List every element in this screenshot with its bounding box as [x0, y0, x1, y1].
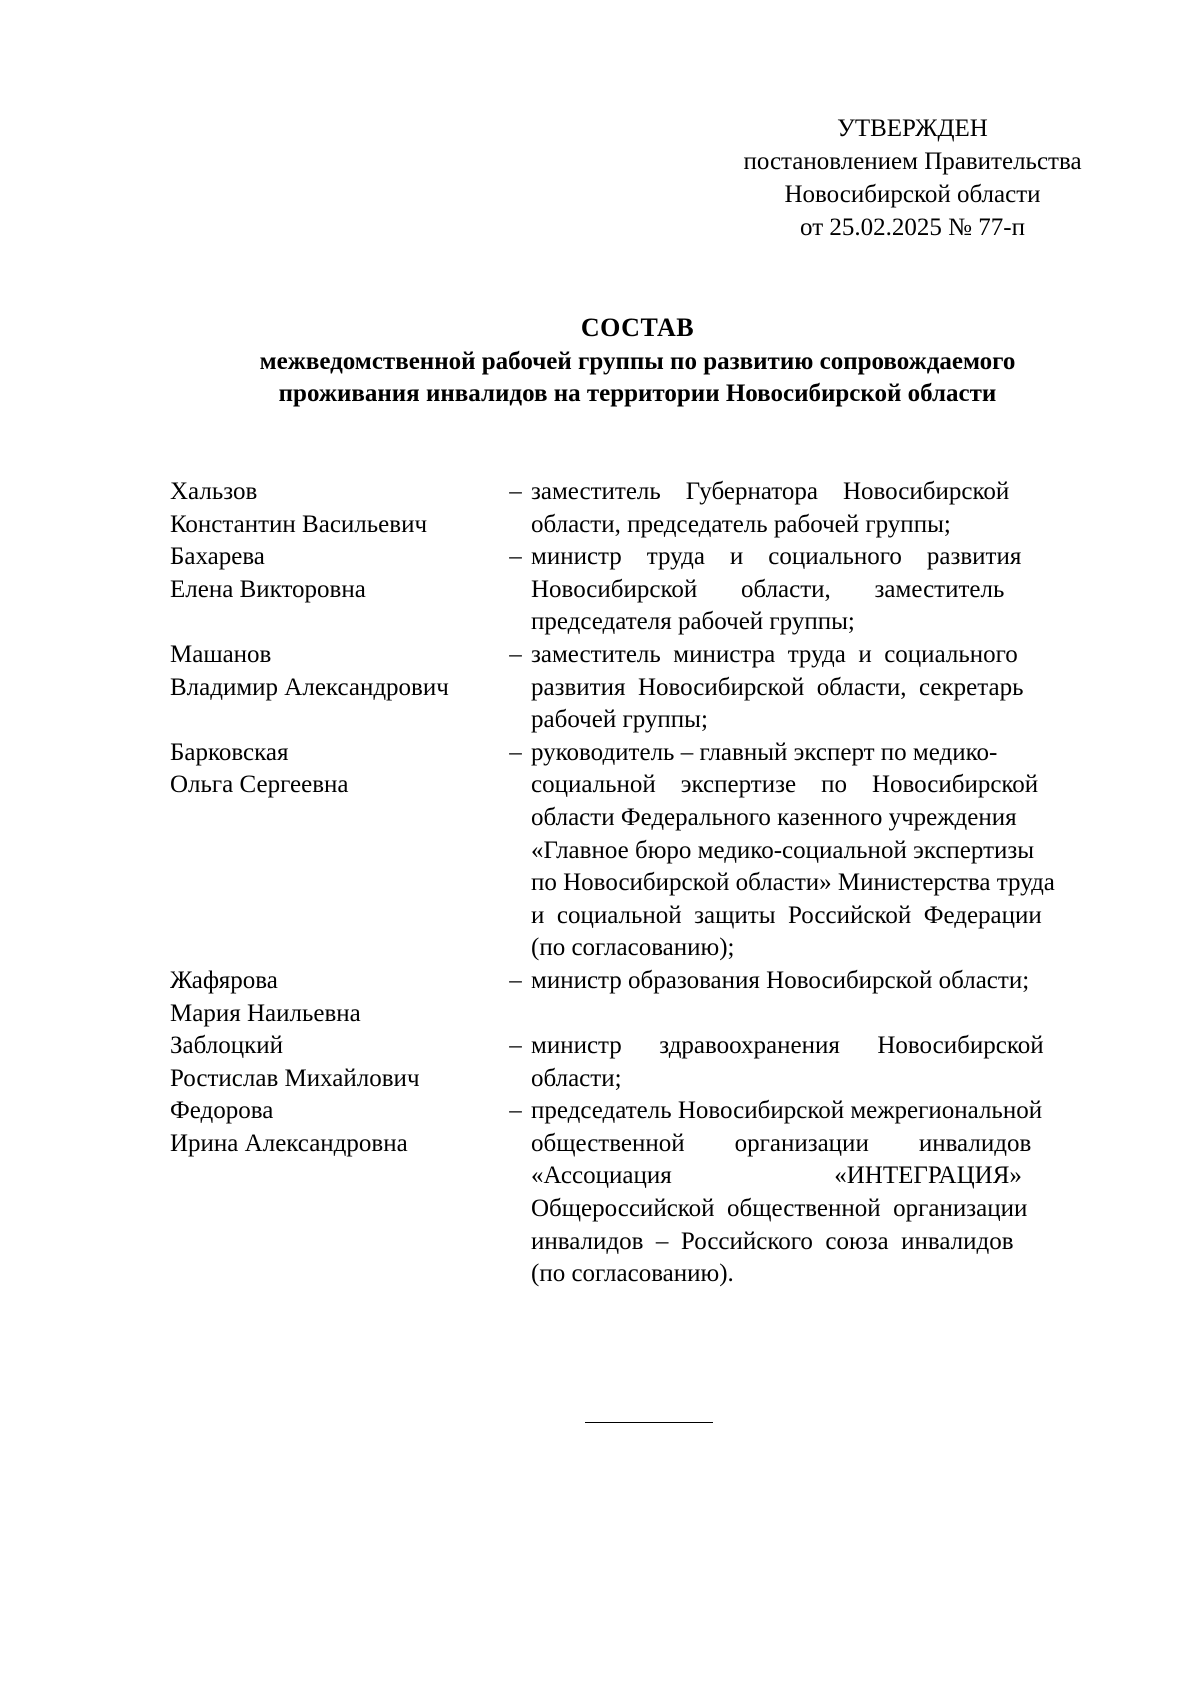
- approval-line: постановлением Правительства: [743, 148, 1082, 175]
- member-role: [531, 1095, 1125, 1291]
- role-line: заместитель Губернатора Новосибирской: [531, 478, 1010, 505]
- members-list: [170, 476, 1125, 1291]
- role-line: (по согласованию);: [531, 934, 735, 962]
- member-surname: Федорова: [170, 1097, 274, 1125]
- role-line: руководитель – главный эксперт по медико-: [531, 738, 998, 766]
- member-surname: Бахарева: [170, 543, 265, 571]
- role-line: «Главное бюро медико-социальной экспертизы: [531, 836, 1035, 864]
- role-line: и социальной защиты Российской Федерации: [531, 901, 1042, 929]
- role-line: министр здравоохранения Новосибирской: [531, 1032, 1044, 1060]
- member-role: [531, 965, 1125, 1030]
- member-given-names: Владимир Александрович: [170, 673, 449, 701]
- role-line: инвалидов – Российского союза инвалидов: [531, 1227, 1014, 1255]
- member-name: [170, 476, 500, 541]
- member-given-names: Ростислав Михайлович: [170, 1064, 420, 1092]
- member-given-names: Мария Наильевна: [170, 999, 361, 1027]
- role-line: по Новосибирской области» Министерства труда: [531, 869, 1055, 897]
- end-separator-line: [585, 1422, 713, 1423]
- title-subtitle-line: проживания инвалидов на территории Новосибирской области: [278, 380, 997, 407]
- member-surname: Хальзов: [170, 478, 258, 505]
- member-given-names: Елена Викторовна: [170, 575, 366, 603]
- role-line: министр образования Новосибирской области;: [531, 966, 1030, 994]
- member-dash: –: [509, 738, 522, 766]
- role-line: социальной экспертизе по Новосибирской: [531, 771, 1039, 799]
- role-line: области, председатель рабочей группы;: [531, 510, 951, 538]
- role-line: заместитель министра труда и социального: [531, 640, 1018, 668]
- member-row: [170, 1095, 1125, 1291]
- member-surname: Машанов: [170, 640, 272, 668]
- role-line: министр труда и социального развития: [531, 543, 1022, 571]
- member-name: [170, 1095, 500, 1291]
- title-subtitle-line: межведомственной рабочей группы по развитию сопровождаемого: [259, 348, 1016, 375]
- member-role: [531, 1030, 1125, 1095]
- member-dash: –: [509, 1032, 522, 1060]
- approval-line: УТВЕРЖДЕН: [837, 115, 988, 142]
- member-dash: –: [509, 640, 522, 668]
- member-given-names: Ольга Сергеевна: [170, 771, 349, 799]
- document-title: [150, 310, 1125, 410]
- member-row: [170, 965, 1125, 1030]
- member-dash: –: [509, 478, 522, 505]
- member-dash: –: [509, 1097, 522, 1125]
- role-line: рабочей группы;: [531, 706, 708, 734]
- approval-line: Новосибирской области: [784, 181, 1041, 208]
- approval-stamp: [740, 112, 1085, 244]
- member-row: [170, 737, 1125, 965]
- title-heading: СОСТАВ: [580, 313, 695, 342]
- role-line: председатель Новосибирской межрегиональной: [531, 1097, 1043, 1125]
- member-given-names: Ирина Александровна: [170, 1129, 408, 1157]
- member-name: [170, 1030, 500, 1095]
- member-name: [170, 737, 500, 965]
- member-row: [170, 476, 1125, 541]
- member-name: [170, 639, 500, 737]
- member-given-names: Константин Васильевич: [170, 510, 428, 538]
- member-dash: –: [509, 543, 522, 571]
- member-role: [531, 639, 1125, 737]
- approval-date-number: от 25.02.2025 № 77-п: [800, 214, 1025, 241]
- role-line: Общероссийской общественной организации: [531, 1195, 1028, 1223]
- role-line: (по согласованию).: [531, 1260, 734, 1288]
- member-name: [170, 965, 500, 1030]
- member-role: [531, 476, 1125, 541]
- member-surname: Жафярова: [170, 966, 278, 994]
- role-line: общественной организации инвалидов: [531, 1129, 1032, 1157]
- member-row: [170, 639, 1125, 737]
- member-role: [531, 541, 1125, 639]
- role-line: развития Новосибирской области, секретарь: [531, 673, 1024, 701]
- member-dash: –: [509, 966, 522, 994]
- member-role: [531, 737, 1125, 965]
- role-line: области;: [531, 1064, 622, 1092]
- member-name: [170, 541, 500, 639]
- member-row: [170, 1030, 1125, 1095]
- role-line: Новосибирской области, заместитель: [531, 575, 1005, 603]
- member-row: [170, 541, 1125, 639]
- role-line: «Ассоциация «ИНТЕГРАЦИЯ»: [531, 1162, 1022, 1190]
- role-line: председателя рабочей группы;: [531, 608, 855, 636]
- member-surname: Барковская: [170, 738, 289, 766]
- member-surname: Заблоцкий: [170, 1032, 283, 1060]
- role-line: области Федерального казенного учреждения: [531, 803, 1017, 831]
